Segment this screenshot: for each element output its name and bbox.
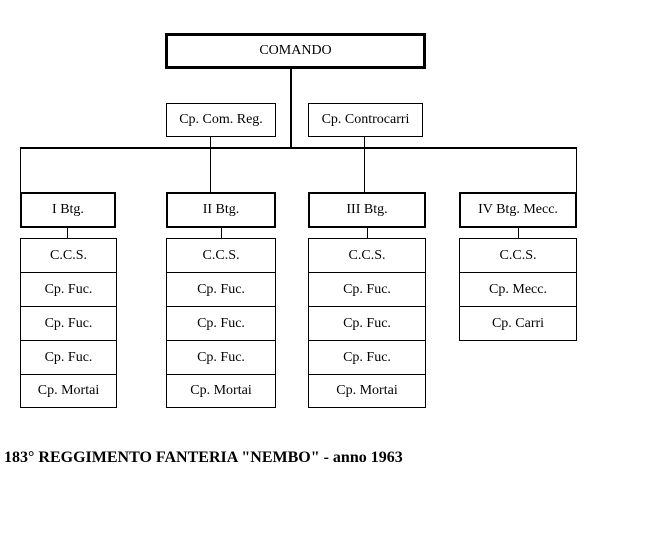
- command-box: COMANDO: [165, 33, 426, 69]
- connector-bus-left-drop: [20, 147, 21, 193]
- company-box: Cp. Fuc.: [166, 307, 276, 341]
- company-box: C.C.S.: [20, 238, 117, 273]
- company-box: Cp. Carri: [459, 307, 577, 341]
- company-box: Cp. Fuc.: [308, 341, 426, 375]
- company-box: Cp. Mecc.: [459, 273, 577, 307]
- connector-staff-left-down: [210, 136, 211, 193]
- company-box: Cp. Fuc.: [20, 307, 117, 341]
- battalion-box-4: IV Btg. Mecc.: [459, 192, 577, 228]
- company-box: C.C.S.: [459, 238, 577, 273]
- company-box: Cp. Fuc.: [20, 273, 117, 307]
- company-box: Cp. Mortai: [308, 375, 426, 408]
- battalion-box-2: II Btg.: [166, 192, 276, 228]
- company-box: Cp. Mortai: [20, 375, 117, 408]
- connector-horizontal-bus: [20, 147, 577, 149]
- company-box: Cp. Fuc.: [166, 341, 276, 375]
- company-box: C.C.S.: [308, 238, 426, 273]
- connector-command-down: [290, 68, 292, 147]
- company-box: Cp. Mortai: [166, 375, 276, 408]
- staff-unit-antitank-company: Cp. Controcarri: [308, 103, 423, 137]
- battalion-box-3: III Btg.: [308, 192, 426, 228]
- company-box: Cp. Fuc.: [308, 307, 426, 341]
- staff-unit-command-company: Cp. Com. Reg.: [166, 103, 276, 137]
- chart-caption: 183° REGGIMENTO FANTERIA "NEMBO" - anno 1963: [4, 449, 403, 466]
- company-box: Cp. Fuc.: [20, 341, 117, 375]
- connector-bus-right-drop: [576, 147, 577, 193]
- company-box: Cp. Fuc.: [166, 273, 276, 307]
- battalion-box-1: I Btg.: [20, 192, 116, 228]
- company-box: C.C.S.: [166, 238, 276, 273]
- connector-staff-right-down: [364, 136, 365, 193]
- company-box: Cp. Fuc.: [308, 273, 426, 307]
